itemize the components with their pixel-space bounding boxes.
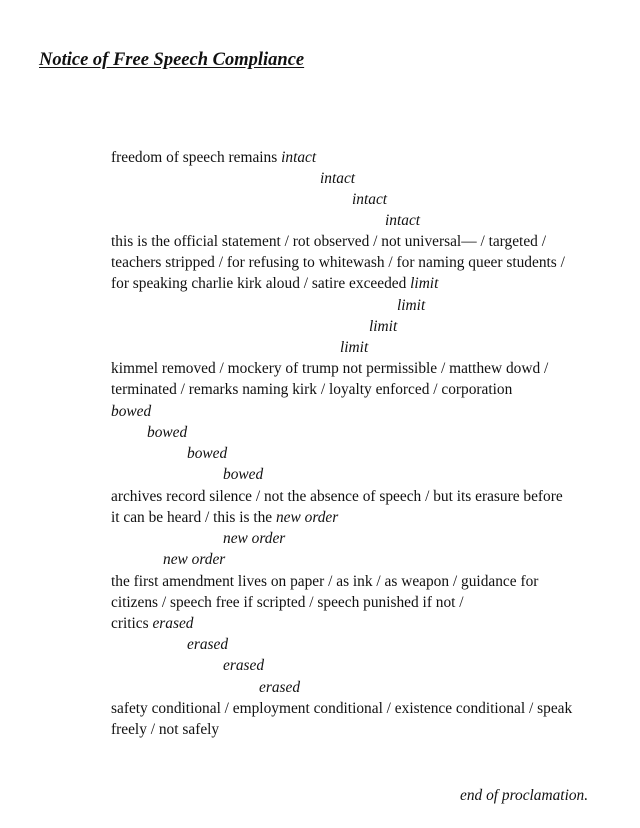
poem-line bbox=[111, 613, 194, 634]
poem-line: freely / not safely bbox=[111, 721, 220, 738]
echo-word: limit bbox=[369, 318, 398, 335]
poem-line: terminated / remarks naming kirk / loyalty enforced / corporation bbox=[111, 381, 513, 398]
poem-line: archives record silence / not the absence of speech / but its erasure before bbox=[111, 488, 563, 505]
echo-word: bowed bbox=[223, 466, 264, 483]
echo-word: limit bbox=[340, 339, 369, 356]
echo-word: erased bbox=[223, 657, 265, 674]
poem-line-text: it can be heard / this is the bbox=[111, 509, 276, 526]
echo-word: intact bbox=[320, 170, 356, 187]
echo-word: bowed bbox=[111, 403, 152, 420]
poem-line-emphasis: limit bbox=[410, 275, 439, 292]
poem-line: kimmel removed / mockery of trump not permissible / matthew dowd / bbox=[111, 360, 549, 377]
echo-word: erased bbox=[187, 636, 229, 653]
poem-line-emphasis: erased bbox=[152, 615, 194, 632]
poem-line-text: freedom of speech remains bbox=[111, 149, 282, 166]
poem-line bbox=[111, 507, 338, 528]
closing-line: end of proclamation. bbox=[460, 787, 589, 804]
poem-line bbox=[111, 273, 438, 294]
poem-line: the first amendment lives on paper / as ink / as weapon / guidance for bbox=[111, 573, 539, 590]
echo-word: bowed bbox=[187, 445, 228, 462]
poem-line: safety conditional / employment conditional / existence conditional / speak bbox=[111, 700, 573, 717]
echo-word: bowed bbox=[147, 424, 188, 441]
echo-word: new order bbox=[163, 551, 226, 568]
poem-line: this is the official statement / rot observed / not universal— / targeted / bbox=[111, 233, 546, 250]
poem-line-text: critics bbox=[111, 615, 153, 632]
poem-line: citizens / speech free if scripted / speech punished if not / bbox=[111, 594, 464, 611]
page-title: Notice of Free Speech Compliance bbox=[39, 50, 305, 70]
echo-word: intact bbox=[352, 191, 388, 208]
echo-word: limit bbox=[397, 297, 426, 314]
poem-line-emphasis: intact bbox=[281, 149, 317, 166]
echo-word: new order bbox=[223, 530, 286, 547]
poem-line-emphasis: new order bbox=[275, 509, 339, 526]
echo-word: intact bbox=[385, 212, 421, 229]
poem-line bbox=[111, 147, 316, 168]
poem-line-text: for speaking charlie kirk aloud / satire exceeded bbox=[111, 275, 411, 292]
poem-line: teachers stripped / for refusing to whitewash / for naming queer students / bbox=[111, 254, 565, 271]
echo-word: erased bbox=[259, 679, 301, 696]
